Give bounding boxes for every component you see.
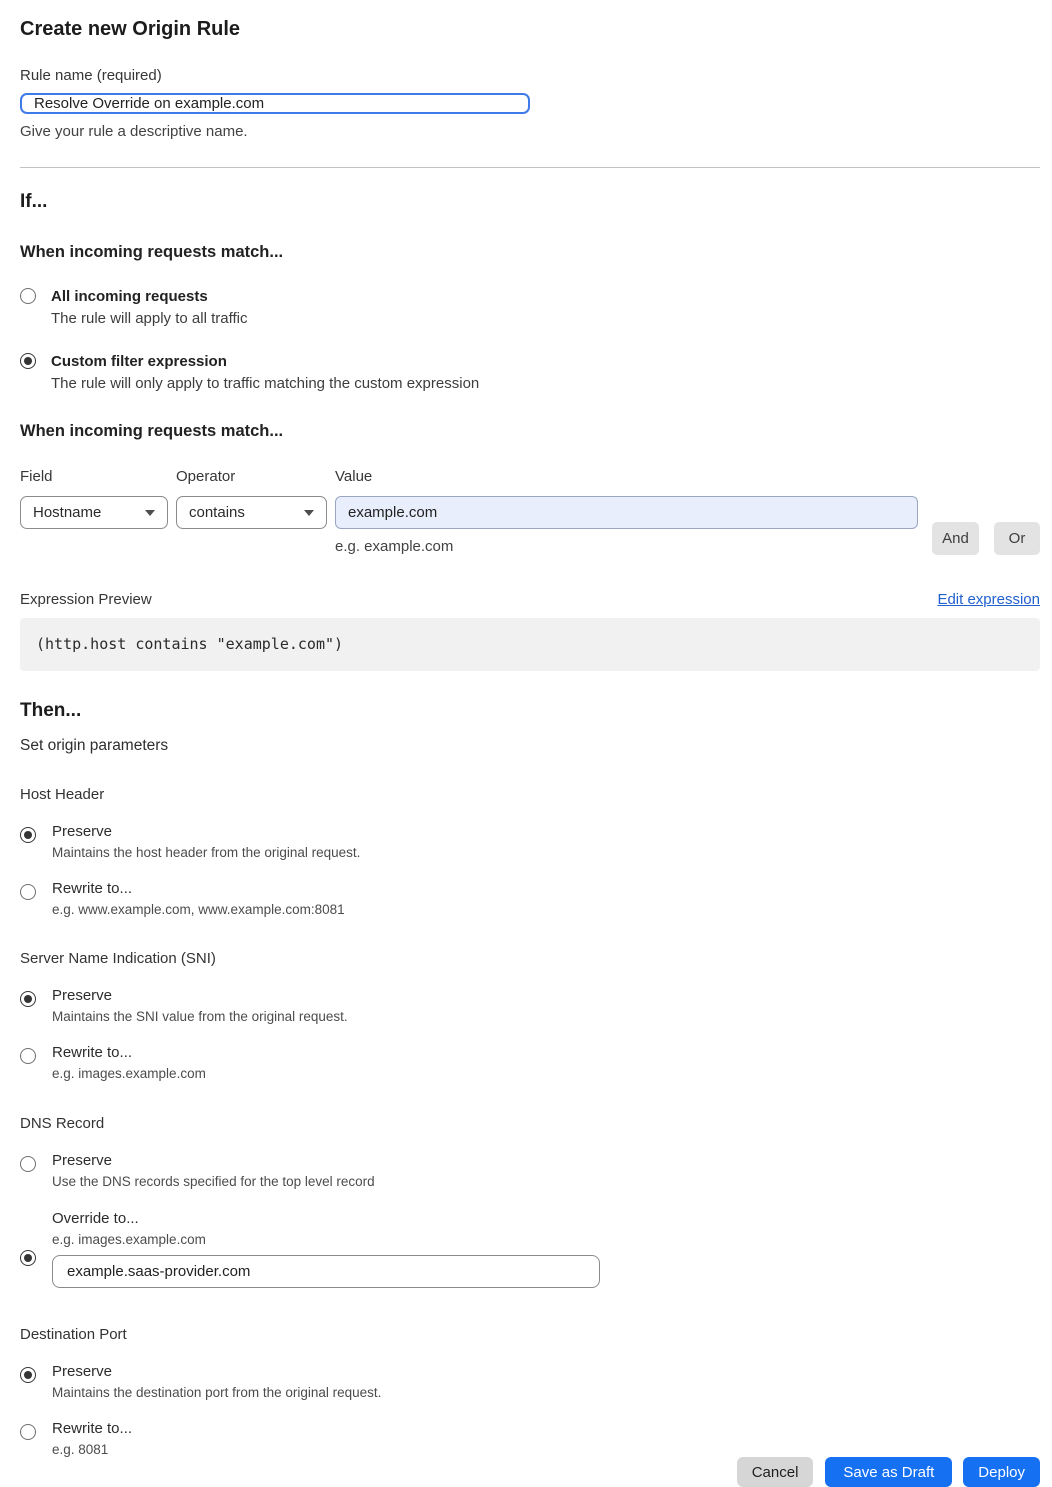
match-heading: When incoming requests match... [20,243,284,261]
expression-builder-row [20,468,1040,555]
option-description: e.g. images.example.com [52,1066,206,1081]
value-helper: e.g. example.com [335,538,454,555]
option-label: Preserve [52,987,113,1004]
deploy-button[interactable]: Deploy [963,1457,1040,1487]
radio-port-rewrite[interactable] [20,1424,36,1440]
option-label: Rewrite to... [52,880,133,897]
if-heading: If... [20,191,48,212]
option-description: e.g. images.example.com [52,1232,206,1247]
dns-record-label: DNS Record [20,1115,105,1132]
rule-name-label: Rule name (required) [20,67,162,84]
radio-all-incoming-requests[interactable] [20,288,36,304]
edit-expression-link[interactable]: Edit expression [937,591,1040,608]
option-label: Override to... [52,1210,139,1227]
radio-option-all-incoming[interactable] [20,288,1040,327]
expression-preview-code: (http.host contains "example.com") [20,618,1040,671]
radio-option-description: The rule will only apply to traffic matching the custom expression [51,375,480,392]
option-label: Preserve [52,1152,113,1169]
radio-dns-override[interactable] [20,1250,36,1266]
radio-sni-preserve[interactable] [20,991,36,1007]
operator-label: Operator [176,468,236,485]
expression-preview-label: Expression Preview [20,591,152,608]
field-label: Field [20,468,53,485]
footer-actions [20,1457,1040,1487]
option-description: e.g. 8081 [52,1442,109,1457]
or-button[interactable]: Or [994,522,1040,555]
operator-select-value: contains [189,504,245,521]
radio-option-description: The rule will apply to all traffic [51,310,248,327]
radio-option-label: All incoming requests [51,288,208,305]
option-description: Use the DNS records specified for the top level record [52,1174,375,1189]
and-button[interactable]: And [932,522,979,555]
destination-port-label: Destination Port [20,1326,127,1343]
builder-heading: When incoming requests match... [20,422,284,440]
section-divider [20,167,1040,168]
sni-rewrite-option[interactable] [20,1045,1040,1081]
dns-preserve-option[interactable] [20,1153,1040,1189]
option-description: Maintains the SNI value from the original request. [52,1009,348,1024]
option-label: Preserve [52,823,113,840]
field-select[interactable] [20,496,168,529]
host-header-preserve-option[interactable] [20,824,1040,860]
cancel-button[interactable]: Cancel [737,1457,814,1487]
radio-option-label: Custom filter expression [51,353,227,370]
set-origin-parameters-label: Set origin parameters [20,737,169,754]
sni-label: Server Name Indication (SNI) [20,950,216,967]
dns-override-option[interactable] [20,1211,1040,1288]
host-header-label: Host Header [20,786,105,803]
option-label: Preserve [52,1363,113,1380]
radio-sni-rewrite[interactable] [20,1048,36,1064]
port-rewrite-option[interactable] [20,1421,1040,1457]
radio-host-header-preserve[interactable] [20,827,36,843]
chevron-down-icon [145,510,155,516]
rule-name-helper: Give your rule a descriptive name. [20,123,248,140]
page-title: Create new Origin Rule [20,18,241,40]
field-select-value: Hostname [33,504,102,521]
radio-port-preserve[interactable] [20,1367,36,1383]
radio-custom-filter-expression[interactable] [20,353,36,369]
option-description: Maintains the host header from the original request. [52,845,361,860]
operator-select[interactable] [176,496,327,529]
port-preserve-option[interactable] [20,1364,1040,1400]
dns-override-input[interactable] [52,1255,600,1288]
value-label: Value [335,468,373,485]
value-input[interactable] [335,496,918,529]
option-description: e.g. www.example.com, www.example.com:8081 [52,902,345,917]
host-header-rewrite-option[interactable] [20,881,1040,917]
rule-name-input[interactable] [20,93,530,114]
option-label: Rewrite to... [52,1044,133,1061]
option-description: Maintains the destination port from the original request. [52,1385,382,1400]
then-heading: Then... [20,700,82,721]
sni-preserve-option[interactable] [20,988,1040,1024]
chevron-down-icon [304,510,314,516]
radio-option-custom-filter[interactable] [20,353,1040,392]
option-label: Rewrite to... [52,1420,133,1437]
save-as-draft-button[interactable]: Save as Draft [825,1457,952,1487]
radio-host-header-rewrite[interactable] [20,884,36,900]
radio-dns-preserve[interactable] [20,1156,36,1172]
